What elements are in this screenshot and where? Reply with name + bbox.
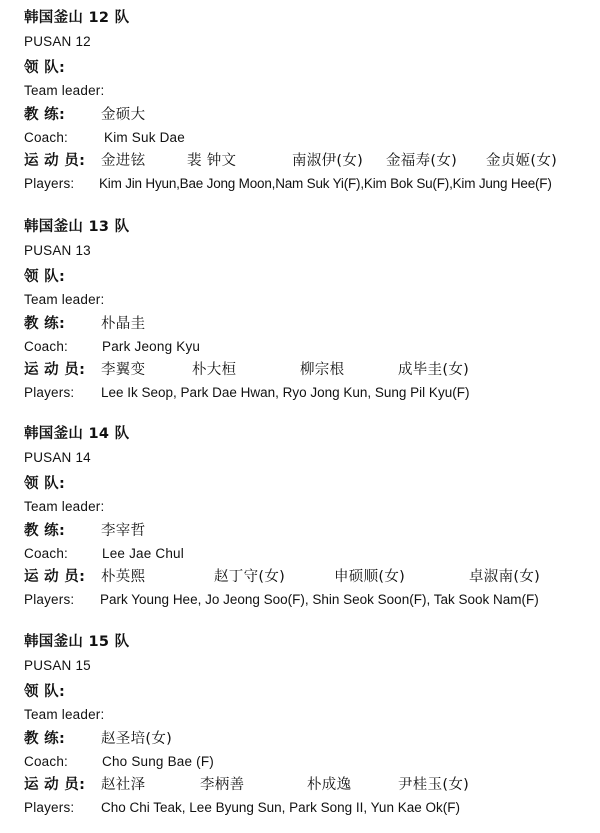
player-name-zh: 金贞姬(女) xyxy=(486,153,558,169)
players-label-zh: 运 动 员: xyxy=(24,153,86,169)
player-name-zh: 金福寿(女) xyxy=(386,153,458,169)
coach-label-en: Coach: xyxy=(24,754,68,769)
players-row-en xyxy=(24,590,596,610)
team-block-pusan-14 xyxy=(24,424,596,624)
coach-name-zh: 李宰哲 xyxy=(101,523,146,539)
player-name-zh: 成毕圭(女) xyxy=(398,362,470,378)
team-title-zh: 韩国釜山 15 队 xyxy=(24,634,130,650)
player-name-zh: 卓淑南(女) xyxy=(469,569,541,585)
player-name-zh: 朴成逸 xyxy=(307,777,352,793)
team-leader-label-zh: 领 队: xyxy=(24,684,66,700)
coach-label-en: Coach: xyxy=(24,130,68,145)
players-names-en: Park Young Hee, Jo Jeong Soo(F), Shin Seok Soon(F), Tak Sook Nam(F) xyxy=(100,592,539,607)
team-leader-label-zh: 领 队: xyxy=(24,476,66,492)
players-label-zh: 运 动 员: xyxy=(24,569,86,585)
players-label-zh: 运 动 员: xyxy=(24,777,86,793)
coach-row-en xyxy=(24,337,596,357)
team-leader-label-en: Team leader: xyxy=(24,499,105,514)
player-name-zh: 赵社泽 xyxy=(101,777,146,793)
players-label-zh: 运 动 员: xyxy=(24,362,86,378)
coach-row-en xyxy=(24,128,596,148)
player-name-zh: 李柄善 xyxy=(200,777,245,793)
players-label-en: Players: xyxy=(24,385,75,400)
team-block-pusan-15 xyxy=(24,632,596,832)
player-name-zh: 李翼变 xyxy=(101,362,146,378)
players-row-zh xyxy=(24,151,596,171)
team-leader-label-en: Team leader: xyxy=(24,83,105,98)
player-name-zh: 朴大桓 xyxy=(192,362,237,378)
team-leader-label-zh: 领 队: xyxy=(24,269,66,285)
coach-label-zh: 教 练: xyxy=(24,731,66,747)
coach-label-zh: 教 练: xyxy=(24,523,66,539)
team-title-zh: 韩国釜山 12 队 xyxy=(24,10,130,26)
team-title-en: PUSAN 12 xyxy=(24,34,91,49)
coach-name-en: Cho Sung Bae (F) xyxy=(102,754,215,769)
players-names-en: Cho Chi Teak, Lee Byung Sun, Park Song II, Yun Kae Ok(F) xyxy=(101,800,460,815)
player-name-zh: 裴 钟文 xyxy=(187,153,237,169)
team-leader-label-en: Team leader: xyxy=(24,707,105,722)
team-title-en: PUSAN 15 xyxy=(24,658,91,673)
coach-row-en xyxy=(24,752,596,772)
players-row-en xyxy=(24,798,596,818)
coach-name-en: Park Jeong Kyu xyxy=(102,339,201,354)
team-block-pusan-12 xyxy=(24,8,596,208)
coach-name-zh: 金硕大 xyxy=(101,107,146,123)
coach-label-zh: 教 练: xyxy=(24,107,66,123)
players-row-en xyxy=(24,383,596,403)
player-name-zh: 尹桂玉(女) xyxy=(398,777,470,793)
players-label-en: Players: xyxy=(24,176,75,191)
players-row-zh xyxy=(24,775,596,795)
coach-label-en: Coach: xyxy=(24,339,68,354)
team-block-pusan-13 xyxy=(24,217,596,417)
coach-row-zh xyxy=(24,314,596,334)
coach-name-zh: 朴晶圭 xyxy=(101,316,146,332)
team-title-en: PUSAN 13 xyxy=(24,243,91,258)
players-row-en xyxy=(24,174,596,194)
coach-row-en xyxy=(24,544,596,564)
coach-name-en: Kim Suk Dae xyxy=(104,130,185,145)
player-name-zh: 朴英熙 xyxy=(101,569,146,585)
players-names-en: Lee Ik Seop, Park Dae Hwan, Ryo Jong Kun, Sung Pil Kyu(F) xyxy=(101,385,470,400)
team-title-en: PUSAN 14 xyxy=(24,450,91,465)
coach-label-en: Coach: xyxy=(24,546,68,561)
coach-name-en: Lee Jae Chul xyxy=(102,546,184,561)
players-row-zh xyxy=(24,360,596,380)
team-leader-label-zh: 领 队: xyxy=(24,60,66,76)
player-name-zh: 金进铉 xyxy=(101,153,146,169)
team-leader-label-en: Team leader: xyxy=(24,292,105,307)
player-name-zh: 南淑伊(女) xyxy=(292,153,364,169)
player-name-zh: 柳宗根 xyxy=(300,362,345,378)
coach-row-zh xyxy=(24,521,596,541)
team-title-zh: 韩国釜山 13 队 xyxy=(24,219,130,235)
players-label-en: Players: xyxy=(24,592,75,607)
players-names-en: Kim Jin Hyun,Bae Jong Moon,Nam Suk Yi(F),Kim Bok Su(F),Kim Jung Hee(F) xyxy=(99,176,552,191)
players-label-en: Players: xyxy=(24,800,75,815)
coach-name-zh: 赵圣培(女) xyxy=(101,731,173,747)
team-title-zh: 韩国釜山 14 队 xyxy=(24,426,130,442)
coach-row-zh xyxy=(24,105,596,125)
players-row-zh xyxy=(24,567,596,587)
player-name-zh: 赵丁守(女) xyxy=(214,569,286,585)
player-name-zh: 申硕顺(女) xyxy=(334,569,406,585)
coach-row-zh xyxy=(24,729,596,749)
coach-label-zh: 教 练: xyxy=(24,316,66,332)
